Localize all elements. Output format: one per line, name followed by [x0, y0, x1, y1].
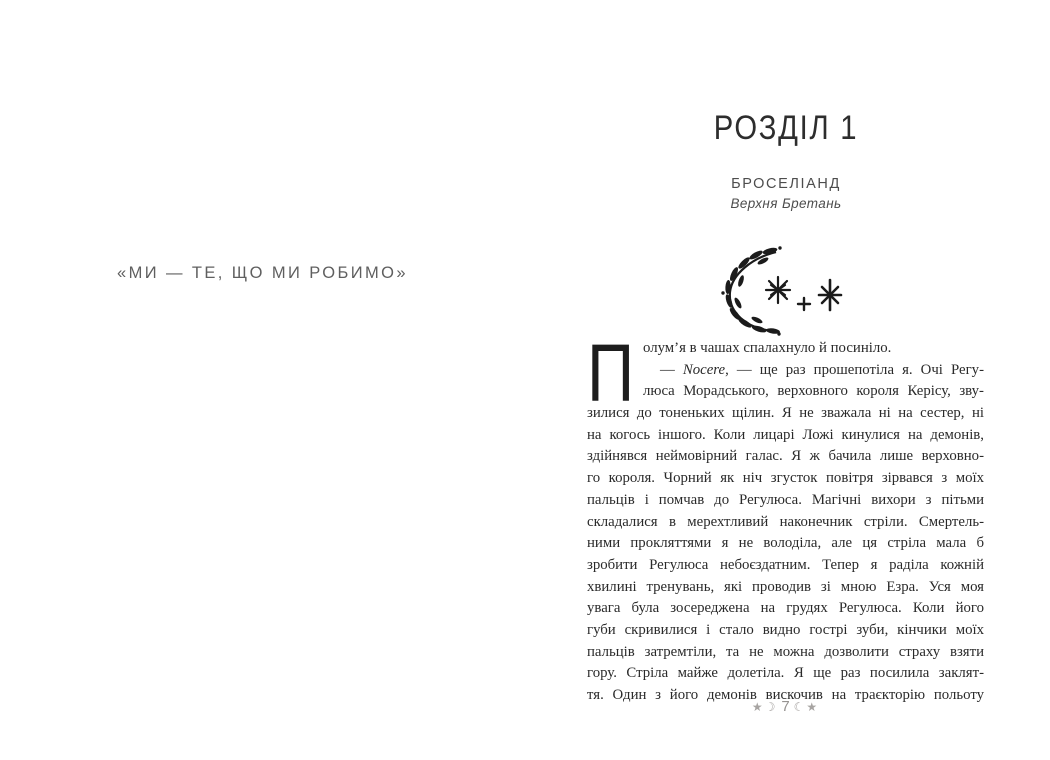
body-line: увага була зосереджена на грудях Регулюса. Коли його — [587, 600, 984, 617]
body-line: зилися до тоненьких щілин. Я не зважала ні на сестер, ні — [587, 405, 984, 422]
body-line: хвилині тренувань, які проводив зі мною Езра. Уся моя — [587, 578, 984, 595]
body-line: гору. Стріла майже долетіла. Я ще раз посилила заклят- — [587, 665, 984, 682]
body-text — [587, 328, 984, 707]
body-line: — Nocere, — ще раз прошепотіла я. Очі Регу- — [660, 361, 984, 378]
body-line: складалися в мерехтливий наконечник стріли. Смертель- — [587, 513, 984, 530]
body-line: люса Морадського, верховного короля Керісу, зву- — [643, 383, 984, 400]
body-line: губи скривилися і стало видно гострі зуби, кінчики моїх — [587, 621, 984, 638]
body-lines — [587, 338, 984, 707]
body-line: пальців і помчав до Регулюса. Магічні вихори з пітьми — [587, 491, 984, 508]
body-line: ними прокляттями я не володіла, але ця стріла мала б — [587, 535, 984, 552]
body-line: го короля. Чорний як ніч згусток повітря зірвався з моїх — [587, 470, 984, 487]
body-line: на когось іншого. Коли лицарі Ложі кинулися на демонів, — [587, 426, 984, 443]
crescent-branch-stars-ornament-icon — [712, 240, 862, 340]
body-line: зробити Регулюса небоєздатним. Тепер я раділа кожній — [587, 556, 984, 573]
body-line: олум’я в чашах спалахнуло й посиніло. — [643, 340, 892, 356]
chapter-title: РОЗДІЛ 1 — [713, 109, 859, 147]
chapter-location: БРОСЕЛІАНД — [731, 176, 841, 192]
page-number: 7 — [781, 698, 790, 715]
footer-right-moon-star-icon: ☾★ — [793, 700, 820, 714]
epigraph: «МИ — ТЕ, ЩО МИ РОБИМО» — [117, 264, 408, 282]
footer-left-moon-star-icon: ★☽ — [751, 700, 778, 714]
page-footer — [587, 698, 984, 715]
body-line: тя. Один з його демонів вискочив на траєкторію польоту — [587, 687, 984, 703]
chapter-region: Верхня Бретань — [730, 196, 842, 211]
body-line: пальців затремтіли, та не можна дозволити страху взяти — [587, 643, 984, 660]
drop-cap: П — [587, 328, 635, 419]
drop-cap-box — [587, 328, 643, 419]
body-line: здійнявся неймовірний галас. Я ж бачила лише верховно- — [587, 448, 984, 465]
